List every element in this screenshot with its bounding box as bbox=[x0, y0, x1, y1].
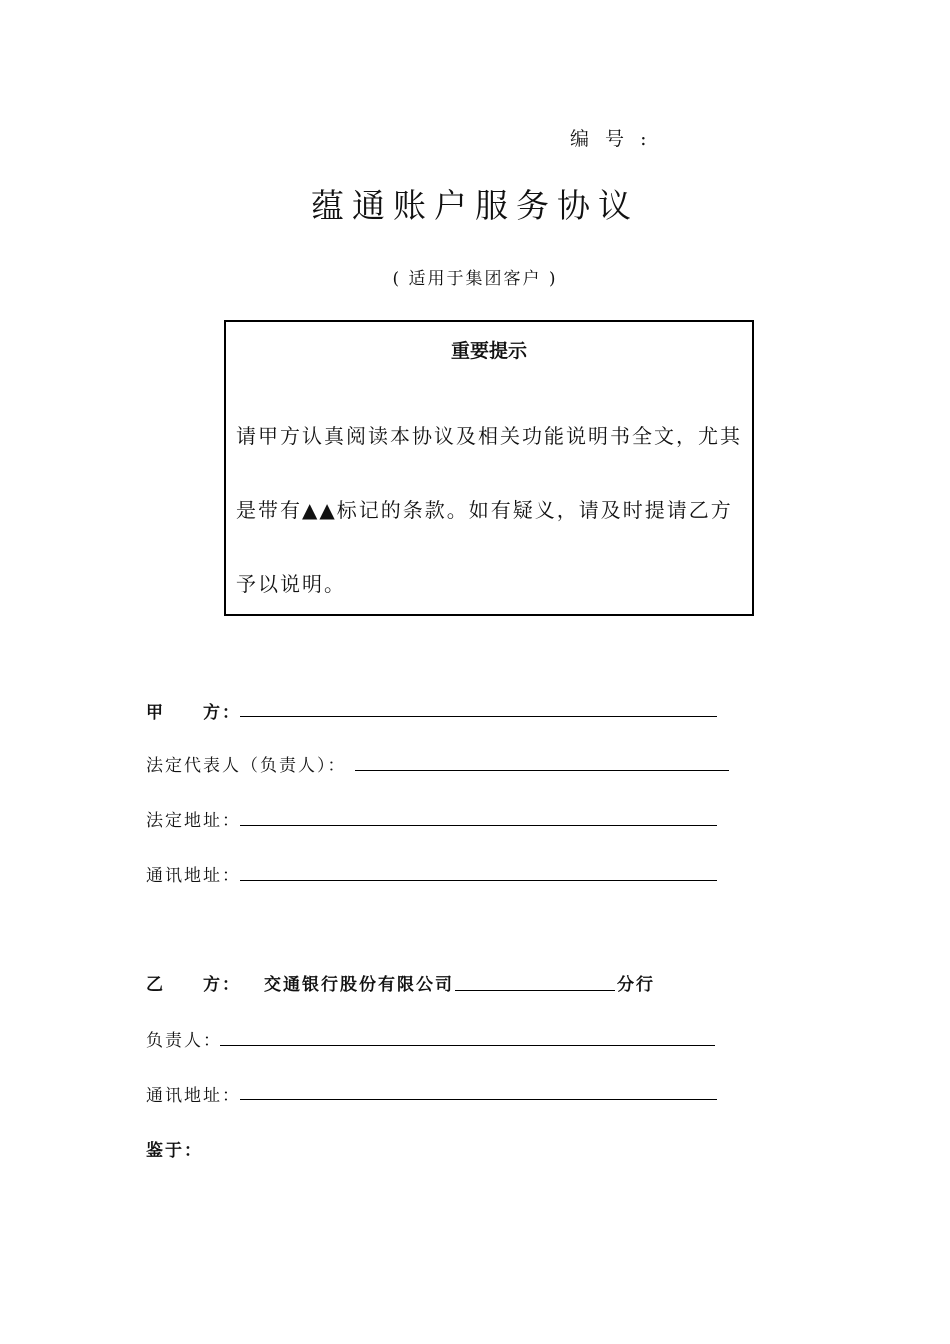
party-b-label: 乙 方： bbox=[146, 975, 241, 995]
party-a-blank[interactable] bbox=[240, 716, 717, 717]
legal-address-label: 法定地址： bbox=[146, 811, 241, 831]
legal-representative-label: 法定代表人（负责人）： bbox=[146, 756, 347, 776]
party-a-mailing-address-label: 通讯地址： bbox=[146, 866, 241, 886]
principal-blank[interactable] bbox=[220, 1045, 715, 1046]
principal-label: 负责人： bbox=[146, 1031, 222, 1051]
notice-line-3: 予以说明。 bbox=[236, 572, 346, 596]
branch-name-blank[interactable] bbox=[455, 990, 615, 991]
party-b-mailing-address-label: 通讯地址： bbox=[146, 1086, 241, 1106]
party-b-mailing-address-blank[interactable] bbox=[240, 1099, 717, 1100]
notice-heading: 重要提示 bbox=[450, 340, 527, 362]
whereas-label: 鉴于： bbox=[146, 1141, 203, 1161]
document-subtitle: ( 适用于集团客户 ) bbox=[392, 269, 558, 289]
notice-line-2: 是带有▲▲标记的条款。如有疑义，请及时提请乙方 bbox=[236, 498, 733, 522]
bank-name: 交通银行股份有限公司 bbox=[264, 975, 454, 995]
serial-number-label: 编 号 : bbox=[570, 128, 652, 150]
branch-suffix: 分行 bbox=[617, 975, 655, 995]
party-a-mailing-address-blank[interactable] bbox=[240, 880, 717, 881]
party-a-label: 甲 方： bbox=[146, 703, 241, 723]
document-title: 蕴通账户服务协议 bbox=[311, 186, 639, 225]
legal-address-blank[interactable] bbox=[240, 825, 717, 826]
legal-representative-blank[interactable] bbox=[355, 770, 729, 771]
notice-line-1: 请甲方认真阅读本协议及相关功能说明书全文，尤其 bbox=[236, 424, 742, 448]
